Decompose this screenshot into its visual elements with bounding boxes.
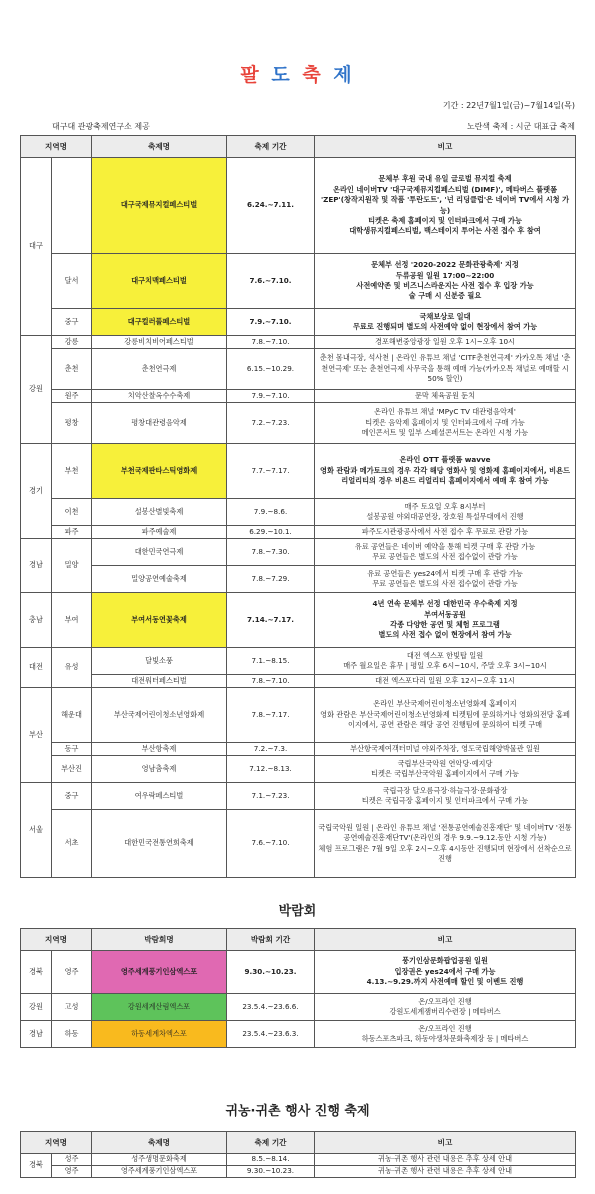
expo-name: 강원세계산림엑스포 <box>92 994 227 1021</box>
col-note: 비고 <box>315 929 576 951</box>
table-row <box>21 1021 576 1048</box>
festival-period: 7.8.~7.30. <box>227 539 315 566</box>
festival-period: 7.7.~7.17. <box>227 444 315 499</box>
province-cell: 서울 <box>21 783 52 878</box>
province-cell: 충남 <box>21 593 52 648</box>
festival-period: 7.6.~7.10. <box>227 810 315 878</box>
festival-name: 대한민국연극제 <box>92 539 227 566</box>
city-cell: 밀양 <box>52 539 92 593</box>
festival-note: 국립부산국악원 연악당·예지당 티켓은 국립부산국악원 홈페이지에서 구매 가능 <box>315 756 576 783</box>
table-row <box>21 349 576 390</box>
city-cell: 영주 <box>52 1166 92 1178</box>
festival-name: 영주세계풍기인삼엑스포 <box>92 1166 227 1178</box>
table-row <box>21 390 576 403</box>
expo-period: 23.5.4.~23.6.3. <box>227 1021 315 1048</box>
col-period: 축제 기간 <box>227 1132 315 1154</box>
col-note: 비고 <box>315 1132 576 1154</box>
festival-period: 9.30.~10.23. <box>227 1166 315 1178</box>
city-cell: 강릉 <box>52 336 92 349</box>
city-cell: 유성 <box>52 648 92 688</box>
festival-period: 6.29.~10.1. <box>227 526 315 539</box>
title-char: 축 <box>302 64 324 86</box>
festival-period: 7.9.~7.10. <box>227 309 315 336</box>
table-row <box>21 158 576 254</box>
festival-period: 7.14.~7.17. <box>227 593 315 648</box>
return-farm-section-title: 귀농·귀촌 행사 진행 축제 <box>225 1104 370 1119</box>
festival-period: 7.9.~8.6. <box>227 499 315 526</box>
festival-note: 4년 연속 문체부 선정 대한민국 우수축제 지정 부여서동공원 각종 다양한 공연 및 체험 프로그램 별도의 사전 접수 없이 현장에서 참여 가능 <box>315 593 576 648</box>
festival-name: 부천국제판타스틱영화제 <box>92 444 227 499</box>
table-row <box>21 688 576 743</box>
festival-period: 7.1.~8.15. <box>227 648 315 675</box>
expo-period: 23.5.4.~23.6.6. <box>227 994 315 1021</box>
page-title <box>0 60 595 87</box>
festival-period: 6.24.~7.11. <box>227 158 315 254</box>
festival-name: 여우락페스티벌 <box>92 783 227 810</box>
festival-note: 매주 토요일 오후 8시부터 설봉공원 야외대공연장, 장호원 특설무대에서 진행 <box>315 499 576 526</box>
title-char: 도 <box>271 64 293 86</box>
table-row <box>21 783 576 810</box>
festival-name: 춘천연극제 <box>92 349 227 390</box>
festival-name: 부여서동연꽃축제 <box>92 593 227 648</box>
festival-name: 밀양공연예술축제 <box>92 566 227 593</box>
table-header-row <box>21 136 576 158</box>
table-row <box>21 648 576 675</box>
province-cell: 부산 <box>21 688 52 783</box>
city-cell: 부여 <box>52 593 92 648</box>
col-period: 축제 기간 <box>227 136 315 158</box>
festival-period: 8.5.~8.14. <box>227 1154 315 1166</box>
festival-note: 파주도시관광공사에서 사전 접수 후 무료로 관람 가능 <box>315 526 576 539</box>
legend-criteria: 노란색 축제 : 시군 대표급 축제 <box>466 122 575 131</box>
festival-note: 귀농·귀촌 행사 관련 내용은 추후 상세 안내 <box>315 1166 576 1178</box>
table-row <box>21 1154 576 1166</box>
province-cell: 대전 <box>21 648 52 688</box>
festival-period: 7.12.~8.13. <box>227 756 315 783</box>
city-cell: 성주 <box>52 1154 92 1166</box>
festival-name: 대전워터페스티벌 <box>92 675 227 688</box>
festival-note: 문체부 후원 국내 유일 글로벌 뮤지컬 축제 온라인 네이버TV '대구국제뮤지컬페스티벌 (DIMF)', 메타버스 플랫폼 'ZEP'(창작지원작 및 작품 '투란도트', '넌 리딩클럽'은 네이버 TV에서 시청 가능) 티켓은 축제 홈페이지 및 인터파크에서 구매 가능 대학생뮤지컬페스티벌, 백스테이지 투어는 사전 접수 후 참여 <box>315 158 576 254</box>
festival-note: 유료 공연들은 네이버 예약을 통해 티켓 구매 후 관람 가능 무료 공연들은 별도의 사전 접수없이 관람 가능 <box>315 539 576 566</box>
title-char: 팔 <box>240 64 262 86</box>
festival-period: 7.8.~7.29. <box>227 566 315 593</box>
festival-note: 경포해변중앙광장 일원 오후 1시~오후 10시 <box>315 336 576 349</box>
city-cell: 부산진 <box>52 756 92 783</box>
festival-note: 국립국악원 일원 | 온라인 유튜브 채널 '전통공연예술진흥재단' 및 네이버TV '전통공연예술진흥재단TV'(온라인의 경우 9.9.~9.12.동안 시청 가능) 체험 프로그램은 7월 9일 오후 2시~오후 4시동안 진행되며 현장에서 선착순으로 진행 <box>315 810 576 878</box>
festival-name: 부산항축제 <box>92 743 227 756</box>
col-region: 지역명 <box>21 1132 92 1154</box>
festival-note: 대전 엑스포다리 일원 오후 12시~오후 11시 <box>315 675 576 688</box>
festival-name: 치악산찰옥수수축제 <box>92 390 227 403</box>
festival-period: 7.8.~7.10. <box>227 675 315 688</box>
table-row <box>21 336 576 349</box>
festival-name: 강릉비치비어페스티벌 <box>92 336 227 349</box>
expo-table <box>20 928 576 1048</box>
festival-note: 귀농·귀촌 행사 관련 내용은 추후 상세 안내 <box>315 1154 576 1166</box>
festival-note: 부산항국제여객터미널 야외주차장, 영도국립해양박물관 일원 <box>315 743 576 756</box>
province-cell: 경기 <box>21 444 52 539</box>
festival-period: 7.2.~7.3. <box>227 743 315 756</box>
expo-note: 풍기인삼문화팝업공원 일원 입장권은 yes24에서 구매 가능 4.13.~9.29.까지 사전예매 할인 및 이벤트 진행 <box>315 951 576 994</box>
col-region: 지역명 <box>21 136 92 158</box>
festival-note: 대전 엑스포 한빛탑 일원 매주 월요일은 휴무 | 평일 오후 6시~10시, 주말 오후 3시~10시 <box>315 648 576 675</box>
festival-note: 국립극장 달오름극장·하늘극장·문화광장 티켓은 국립극장 홈페이지 및 인터파크에서 구매 가능 <box>315 783 576 810</box>
table-header-row <box>21 929 576 951</box>
city-cell: 평창 <box>52 403 92 444</box>
festival-name: 달빛소풍 <box>92 648 227 675</box>
return-farm-table <box>20 1131 576 1178</box>
festival-name: 영남춤축제 <box>92 756 227 783</box>
province-cell: 강원 <box>21 994 52 1021</box>
festival-name: 파주예술제 <box>92 526 227 539</box>
festival-table <box>20 135 576 878</box>
table-header-row <box>21 1132 576 1154</box>
col-region: 지역명 <box>21 929 92 951</box>
festival-period: 6.15.~10.29. <box>227 349 315 390</box>
festival-period: 7.9.~7.10. <box>227 390 315 403</box>
province-cell: 경북 <box>21 951 52 994</box>
festival-note: 문체부 선정 '2020-2022 문화관광축제' 지정 두류공원 일원 17:00~22:00 사전예약존 및 비즈니스라운지는 사전 접수 후 입장 가능 술 구매 시 신분증 필요 <box>315 254 576 309</box>
expo-name: 영주세계풍기인삼엑스포 <box>92 951 227 994</box>
festival-period: 7.6.~7.10. <box>227 254 315 309</box>
table-row <box>21 593 576 648</box>
col-period: 박람회 기간 <box>227 929 315 951</box>
table-row <box>21 810 576 878</box>
city-cell: 중구 <box>52 783 92 810</box>
festival-period: 7.2.~7.23. <box>227 403 315 444</box>
expo-period: 9.30.~10.23. <box>227 951 315 994</box>
col-festival: 축제명 <box>92 1132 227 1154</box>
festival-name: 평창대관령음악제 <box>92 403 227 444</box>
festival-name: 설봉산별빛축제 <box>92 499 227 526</box>
city-cell: 영주 <box>52 951 92 994</box>
province-cell: 대구 <box>21 158 52 336</box>
city-cell: 원주 <box>52 390 92 403</box>
table-row <box>21 403 576 444</box>
city-cell: 중구 <box>52 309 92 336</box>
province-cell: 강원 <box>21 336 52 444</box>
festival-period: 7.8.~7.17. <box>227 688 315 743</box>
city-cell: 서초 <box>52 810 92 878</box>
festival-note: 문막 체육공원 둔치 <box>315 390 576 403</box>
table-row <box>21 499 576 526</box>
table-row <box>21 994 576 1021</box>
city-cell: 고성 <box>52 994 92 1021</box>
festival-period: 7.1.~7.23. <box>227 783 315 810</box>
province-cell: 경북 <box>21 1154 52 1178</box>
expo-note: 온/오프라인 진행 강원도세계잼버리수련장 | 메타버스 <box>315 994 576 1021</box>
table-row <box>21 951 576 994</box>
expo-name: 하동세계차엑스포 <box>92 1021 227 1048</box>
table-row <box>21 566 576 593</box>
col-expo-name: 박람회명 <box>92 929 227 951</box>
city-cell: 이천 <box>52 499 92 526</box>
table-row <box>21 675 576 688</box>
festival-name: 성주생명문화축제 <box>92 1154 227 1166</box>
col-note: 비고 <box>315 136 576 158</box>
province-cell: 경남 <box>21 539 52 593</box>
provider-credit: 대구대 관광축제연구소 제공 <box>52 122 150 131</box>
province-cell: 경남 <box>21 1021 52 1048</box>
festival-period: 기간 : 22년7월1일(금)~7월14일(목) <box>442 101 575 110</box>
table-row <box>21 254 576 309</box>
table-row <box>21 756 576 783</box>
festival-name: 대한민국전통연희축제 <box>92 810 227 878</box>
table-row <box>21 309 576 336</box>
table-row <box>21 444 576 499</box>
city-cell: 부천 <box>52 444 92 499</box>
festival-period: 7.8.~7.10. <box>227 336 315 349</box>
city-cell: 해운대 <box>52 688 92 743</box>
festival-note: 유료 공연들은 yes24에서 티켓 구매 후 관람 가능 무료 공연들은 별도의 사전 접수없이 관람 가능 <box>315 566 576 593</box>
table-row <box>21 539 576 566</box>
city-cell: 하동 <box>52 1021 92 1048</box>
festival-name: 대구컬러풀페스티벌 <box>92 309 227 336</box>
festival-note: 온라인 OTT 플랫폼 wavve 영화 관람과 메가토크의 경우 각각 해당 영화사 및 영화제 홈페이지에서, 비욘드 리얼리티의 경우 비욘드 리얼리티 홈페이지에서 예매 후 참여 가능 <box>315 444 576 499</box>
city-cell: 춘천 <box>52 349 92 390</box>
festival-note: 국채보상로 일대 무료로 진행되며 별도의 사전예약 없이 현장에서 참여 가능 <box>315 309 576 336</box>
city-cell: 파주 <box>52 526 92 539</box>
festival-note: 온라인 유튜브 채널 'MPyC TV 대관령음악제' 티켓은 음악제 홈페이지 및 인터파크에서 구매 가능 메인콘서트 및 일부 스페셜콘서트는 온라인 시청 가능 <box>315 403 576 444</box>
table-row <box>21 743 576 756</box>
title-char: 제 <box>333 64 355 86</box>
festival-name: 대구치맥페스티벌 <box>92 254 227 309</box>
col-festival: 축제명 <box>92 136 227 158</box>
festival-note: 온라인 부산국제어린이청소년영화제 홈페이지 영화 관람은 부산국제어린이청소년영화제 티켓팀에 문의하거나 영화의전당 홈페이지에서, 공연 관람은 해당 공연 진행팀에 문의하여 티켓 구매 <box>315 688 576 743</box>
expo-note: 온/오프라인 진행 하동스포츠파크, 하동야생차문화축제장 등 | 메타버스 <box>315 1021 576 1048</box>
city-cell: 동구 <box>52 743 92 756</box>
festival-note: 춘천 몸내극장, 석사천 | 온라인 유튜브 채널 'CITF춘천연극제' 카카오톡 채널 '춘천연극제' 또는 춘천연극제 사무국을 통해 예매 가능(카카오톡 채널로 예매할 시 50% 할인) <box>315 349 576 390</box>
festival-name: 부산국제어린이청소년영화제 <box>92 688 227 743</box>
festival-name: 대구국제뮤지컬페스티벌 <box>92 158 227 254</box>
table-row <box>21 526 576 539</box>
city-cell: 달서 <box>52 254 92 309</box>
table-row <box>21 1166 576 1178</box>
expo-section-title: 박람회 <box>278 904 317 919</box>
